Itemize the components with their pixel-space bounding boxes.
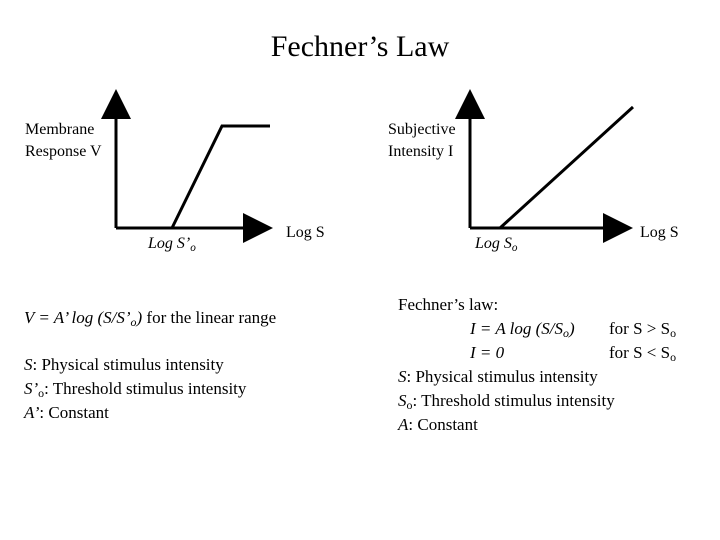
right-definitions xyxy=(398,365,615,437)
right-threshold-text: Log S xyxy=(475,235,512,252)
left-formula-suffix: for the linear range xyxy=(142,308,277,327)
left-formula xyxy=(24,306,276,330)
right-def-s-text: : Physical stimulus intensity xyxy=(406,367,598,386)
left-formula-main: V = A’ log (S/S’ xyxy=(24,308,131,327)
right-def-threshold-sub: o xyxy=(406,397,413,412)
right-def-constant xyxy=(398,413,615,437)
right-eq1-sub: o xyxy=(563,325,569,340)
left-def-s-text: : Physical stimulus intensity xyxy=(32,355,224,374)
right-eq1-main: I = A log (S/S xyxy=(470,319,564,338)
left-formula-sub: o xyxy=(130,314,137,329)
left-definitions xyxy=(24,353,246,425)
right-intensity-curve xyxy=(470,107,633,228)
right-eq2-condition xyxy=(609,341,676,365)
right-eq1 xyxy=(470,317,575,341)
right-def-threshold-sym: S xyxy=(398,391,407,410)
page-title: Fechner’s Law xyxy=(270,30,450,63)
left-def-constant-sym: A’ xyxy=(24,403,40,422)
right-law-heading-text: Fechner’s law: xyxy=(398,295,499,314)
left-threshold-text: Log S’ xyxy=(148,235,191,252)
left-def-constant-text: : Constant xyxy=(39,403,109,422)
right-y-label-line1: Subjective xyxy=(388,121,456,138)
right-threshold-sub: o xyxy=(511,241,518,254)
right-eq2: I = 0 xyxy=(470,343,505,362)
left-def-threshold-sym: S’ xyxy=(24,379,39,398)
right-def-threshold xyxy=(398,389,615,413)
left-def-constant xyxy=(24,401,246,425)
right-eq2-cond-text: for S < S xyxy=(609,343,671,362)
right-def-constant-text: : Constant xyxy=(408,415,478,434)
left-y-label xyxy=(25,119,102,163)
left-def-threshold-text: : Threshold stimulus intensity xyxy=(44,379,247,398)
right-eq1-cond-sub: o xyxy=(670,325,677,340)
left-x-label: Log S xyxy=(286,224,325,241)
left-y-label-line2: Response V xyxy=(25,143,102,160)
right-y-label xyxy=(388,119,456,163)
right-y-label-line2: Intensity I xyxy=(388,143,454,160)
left-threshold-sub: o xyxy=(190,241,196,254)
right-def-s xyxy=(398,365,615,389)
left-threshold-label xyxy=(148,233,196,255)
left-def-s-sym: S xyxy=(24,355,33,374)
left-y-label-line1: Membrane xyxy=(25,121,95,138)
right-def-s-sym: S xyxy=(398,367,407,386)
right-eq1-cond-text: for S > S xyxy=(609,319,671,338)
right-def-constant-sym: A xyxy=(398,415,409,434)
left-def-threshold-sub: o xyxy=(38,385,45,400)
left-formula-close: ) xyxy=(136,308,143,327)
right-law-heading xyxy=(398,293,498,317)
right-threshold-label xyxy=(475,233,518,255)
right-x-label: Log S xyxy=(640,224,679,241)
right-eq2-cond-sub: o xyxy=(670,349,677,364)
right-eq1-condition xyxy=(609,317,676,341)
right-eq1-close: ) xyxy=(568,319,575,338)
left-def-threshold xyxy=(24,377,246,401)
right-def-threshold-text: : Threshold stimulus intensity xyxy=(412,391,615,410)
left-def-s xyxy=(24,353,246,377)
